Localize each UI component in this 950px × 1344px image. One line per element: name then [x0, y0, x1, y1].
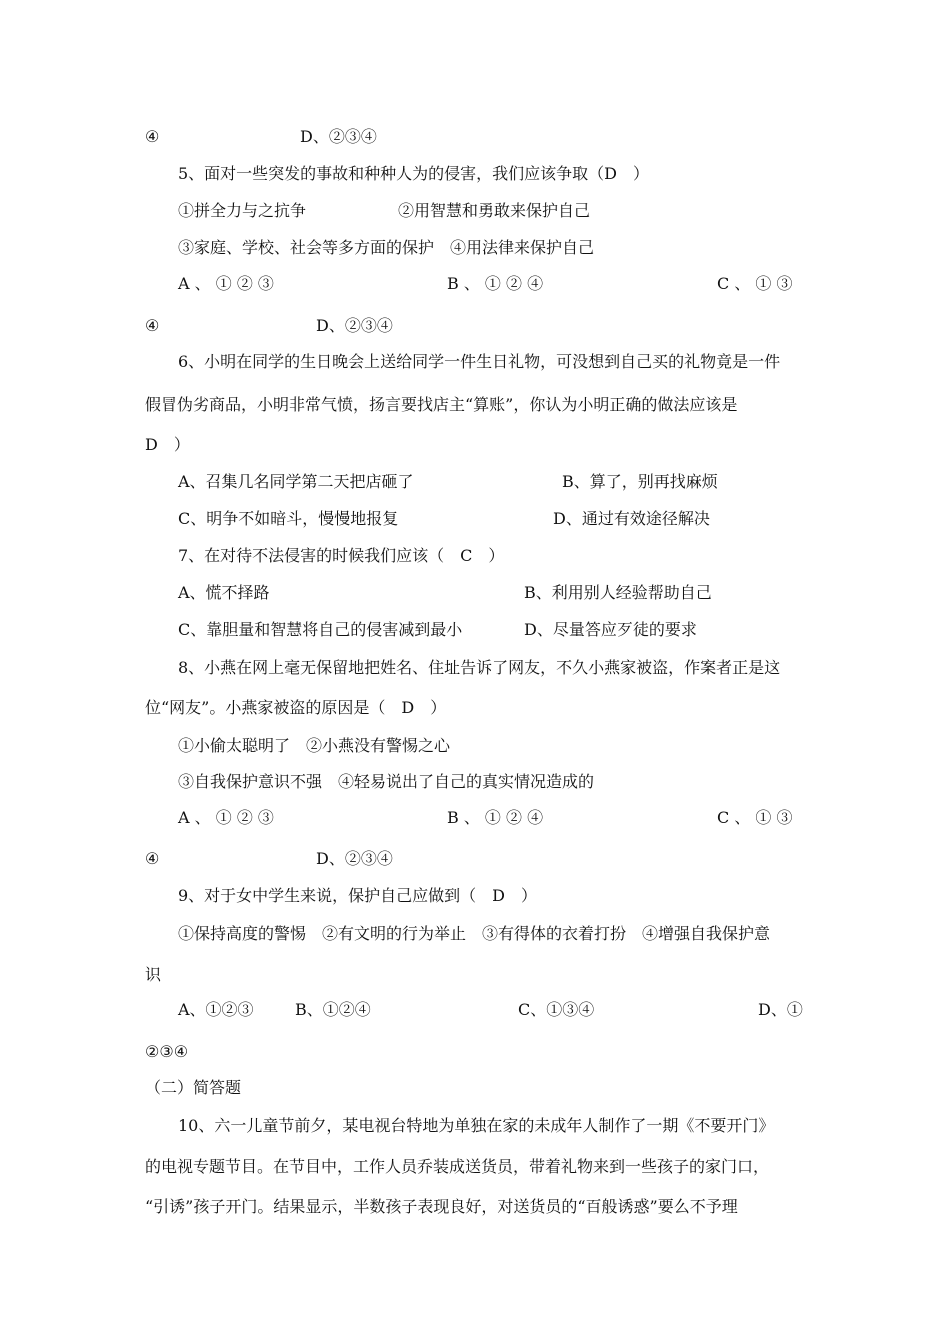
q5-option-c-continuation: ④ — [145, 316, 160, 335]
option-continuation: ④ — [145, 127, 160, 146]
question-7: 7、在对待不法侵害的时候我们应该（ C ） — [178, 546, 505, 565]
q8-option-c-continuation: ④ — [145, 849, 160, 868]
q9-option-a: A、①②③ — [178, 1000, 254, 1019]
q9-option-d: D、① — [758, 1000, 803, 1019]
question-10-line-1: 10、六一儿童节前夕，某电视台特地为单独在家的未成年人制作了一期《不要开门》 — [178, 1116, 775, 1135]
question-6-line-1: 6、小明在同学的生日晚会上送给同学一件生日礼物，可没想到自己买的礼物竟是一件 — [178, 352, 781, 371]
q7-option-c: C、靠胆量和智慧将自己的侵害减到最小 — [178, 620, 463, 639]
q5-option-d: D、②③④ — [316, 316, 393, 335]
q7-option-d: D、尽量答应歹徒的要求 — [524, 620, 697, 639]
q7-option-a: A、慌不择路 — [178, 583, 270, 602]
q6-option-a: A、召集几名同学第二天把店砸了 — [178, 472, 414, 491]
q8-option-d: D、②③④ — [316, 849, 393, 868]
q5-statement-1: ①拼全力与之抗争 — [178, 201, 307, 220]
question-6-line-3: D ） — [145, 435, 190, 454]
q8-option-c: C 、 ① ③ — [717, 808, 793, 827]
q9-option-c: C、①③④ — [518, 1000, 595, 1019]
q9-option-d-continuation: ②③④ — [145, 1042, 189, 1061]
q9-option-b: B、①②④ — [295, 1000, 371, 1019]
q6-option-d: D、通过有效途径解决 — [553, 509, 710, 528]
q5-option-b: B 、 ① ② ④ — [447, 274, 544, 293]
q8-statements-3-4: ③自我保护意识不强 ④轻易说出了自己的真实情况造成的 — [178, 772, 595, 791]
q5-option-a: A 、 ① ② ③ — [178, 274, 274, 293]
q7-option-b: B、利用别人经验帮助自己 — [524, 583, 712, 602]
option-d: D、②③④ — [300, 127, 377, 146]
question-8-line-2: 位“网友”。小燕家被盗的原因是（ D ） — [145, 698, 447, 717]
q9-statements-continuation: 识 — [145, 965, 162, 984]
q5-statement-2: ②用智慧和勇敢来保护自己 — [398, 201, 591, 220]
section-heading-short-answer: （二）简答题 — [145, 1078, 242, 1097]
question-10-line-2: 的电视专题节目。在节目中，工作人员乔装成送货员，带着礼物来到一些孩子的家门口， — [145, 1157, 770, 1176]
q8-option-b: B 、 ① ② ④ — [447, 808, 544, 827]
q8-statements-1-2: ①小偷太聪明了 ②小燕没有警惕之心 — [178, 736, 451, 755]
question-6-line-2: 假冒伪劣商品，小明非常气愤，扬言要找店主“算账”，你认为小明正确的做法应该是 — [145, 395, 738, 414]
q5-option-c: C 、 ① ③ — [717, 274, 793, 293]
question-5: 5、面对一些突发的事故和种种人为的侵害，我们应该争取（D ） — [178, 164, 650, 183]
question-10-line-3: “引诱”孩子开门。结果显示，半数孩子表现良好，对送货员的“百般诱惑”要么不予理 — [145, 1197, 738, 1216]
q6-option-b: B、算了，别再找麻烦 — [562, 472, 718, 491]
q8-option-a: A 、 ① ② ③ — [178, 808, 274, 827]
question-8-line-1: 8、小燕在网上毫无保留地把姓名、住址告诉了网友，不久小燕家被盗，作案者正是这 — [178, 658, 781, 677]
q5-statements-3-4: ③家庭、学校、社会等多方面的保护 ④用法律来保护自己 — [178, 238, 595, 257]
q9-statements: ①保持高度的警惕 ②有文明的行为举止 ③有得体的衣着打扮 ④增强自我保护意 — [178, 924, 771, 943]
q6-option-c: C、明争不如暗斗，慢慢地报复 — [178, 509, 399, 528]
question-9: 9、对于女中学生来说，保护自己应做到（ D ） — [178, 886, 538, 905]
